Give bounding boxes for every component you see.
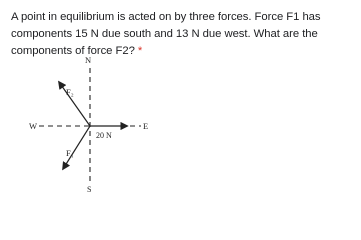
label-west: W [29, 121, 38, 131]
label-f2: F₂ [66, 87, 74, 97]
label-f1: F₁ [66, 148, 74, 158]
label-north: N [85, 55, 92, 65]
label-east: E [143, 121, 149, 131]
label-force-east: 20 N [96, 131, 112, 140]
force-f2-arrow [59, 82, 90, 126]
required-marker: * [137, 45, 143, 57]
label-south: S [87, 185, 92, 194]
question-body: A point in equilibrium is acted on by three forces. Force F1 has components 15 N due south and 13 N due west. What are the components of force F2? [11, 11, 321, 57]
